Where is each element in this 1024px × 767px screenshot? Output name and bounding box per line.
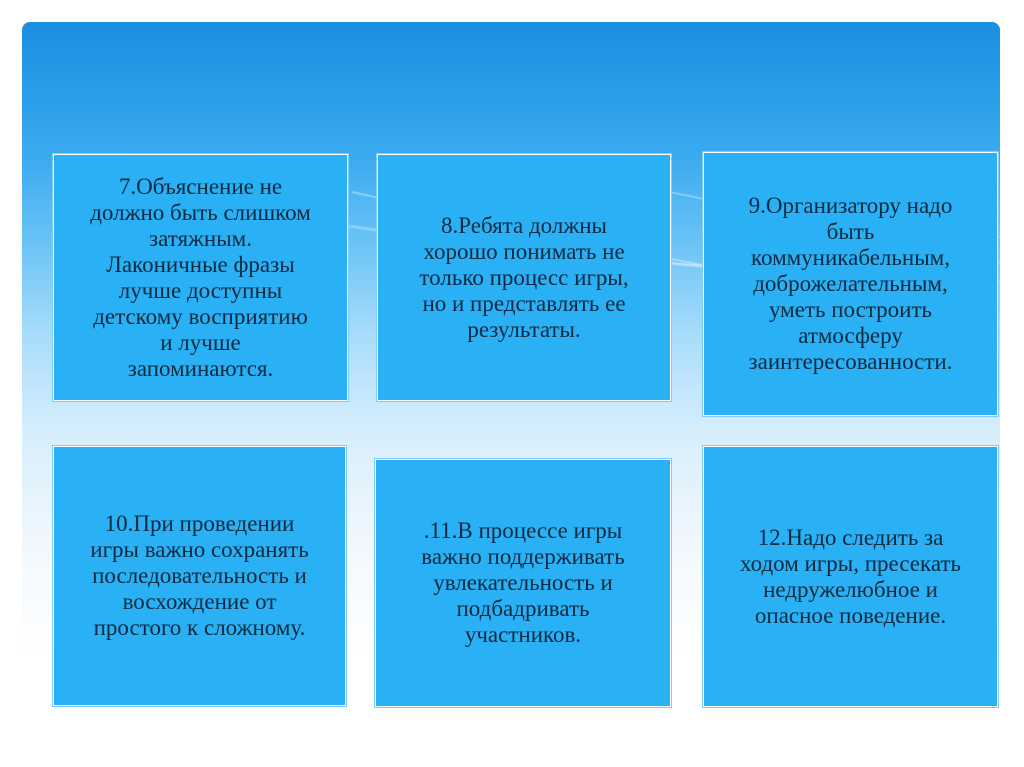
card-10 (53, 446, 346, 706)
card-7 (53, 154, 348, 401)
card-9 (703, 152, 998, 416)
card-12-text: 12.Надо следить за ходом игры, пресекать недружелюбное и опасное поведение. (740, 524, 961, 628)
card-11 (375, 459, 671, 707)
card-8-text: 8.Ребята должны хорошо понимать не только процесс игры, но и представлять ее результаты. (419, 212, 629, 342)
card-9-text: 9.Организатору надо быть коммуникабельным, доброжелательным, уметь построить атмосферу заинтересованности. (748, 193, 953, 374)
card-10-text: 10.При проведении игры важно сохранять последовательность и восхождение от простого к сложному. (90, 511, 309, 640)
card-12 (703, 446, 998, 707)
card-11-text: .11.В процессе игры важно поддерживать увлекательность и подбадривать участников. (421, 518, 625, 647)
card-8 (377, 154, 671, 401)
card-7-text: 7.Объяснение не должно быть слишком затяжным. Лаконичные фразы лучше доступны детскому восприятию и лучше запоминаются. (90, 173, 311, 381)
